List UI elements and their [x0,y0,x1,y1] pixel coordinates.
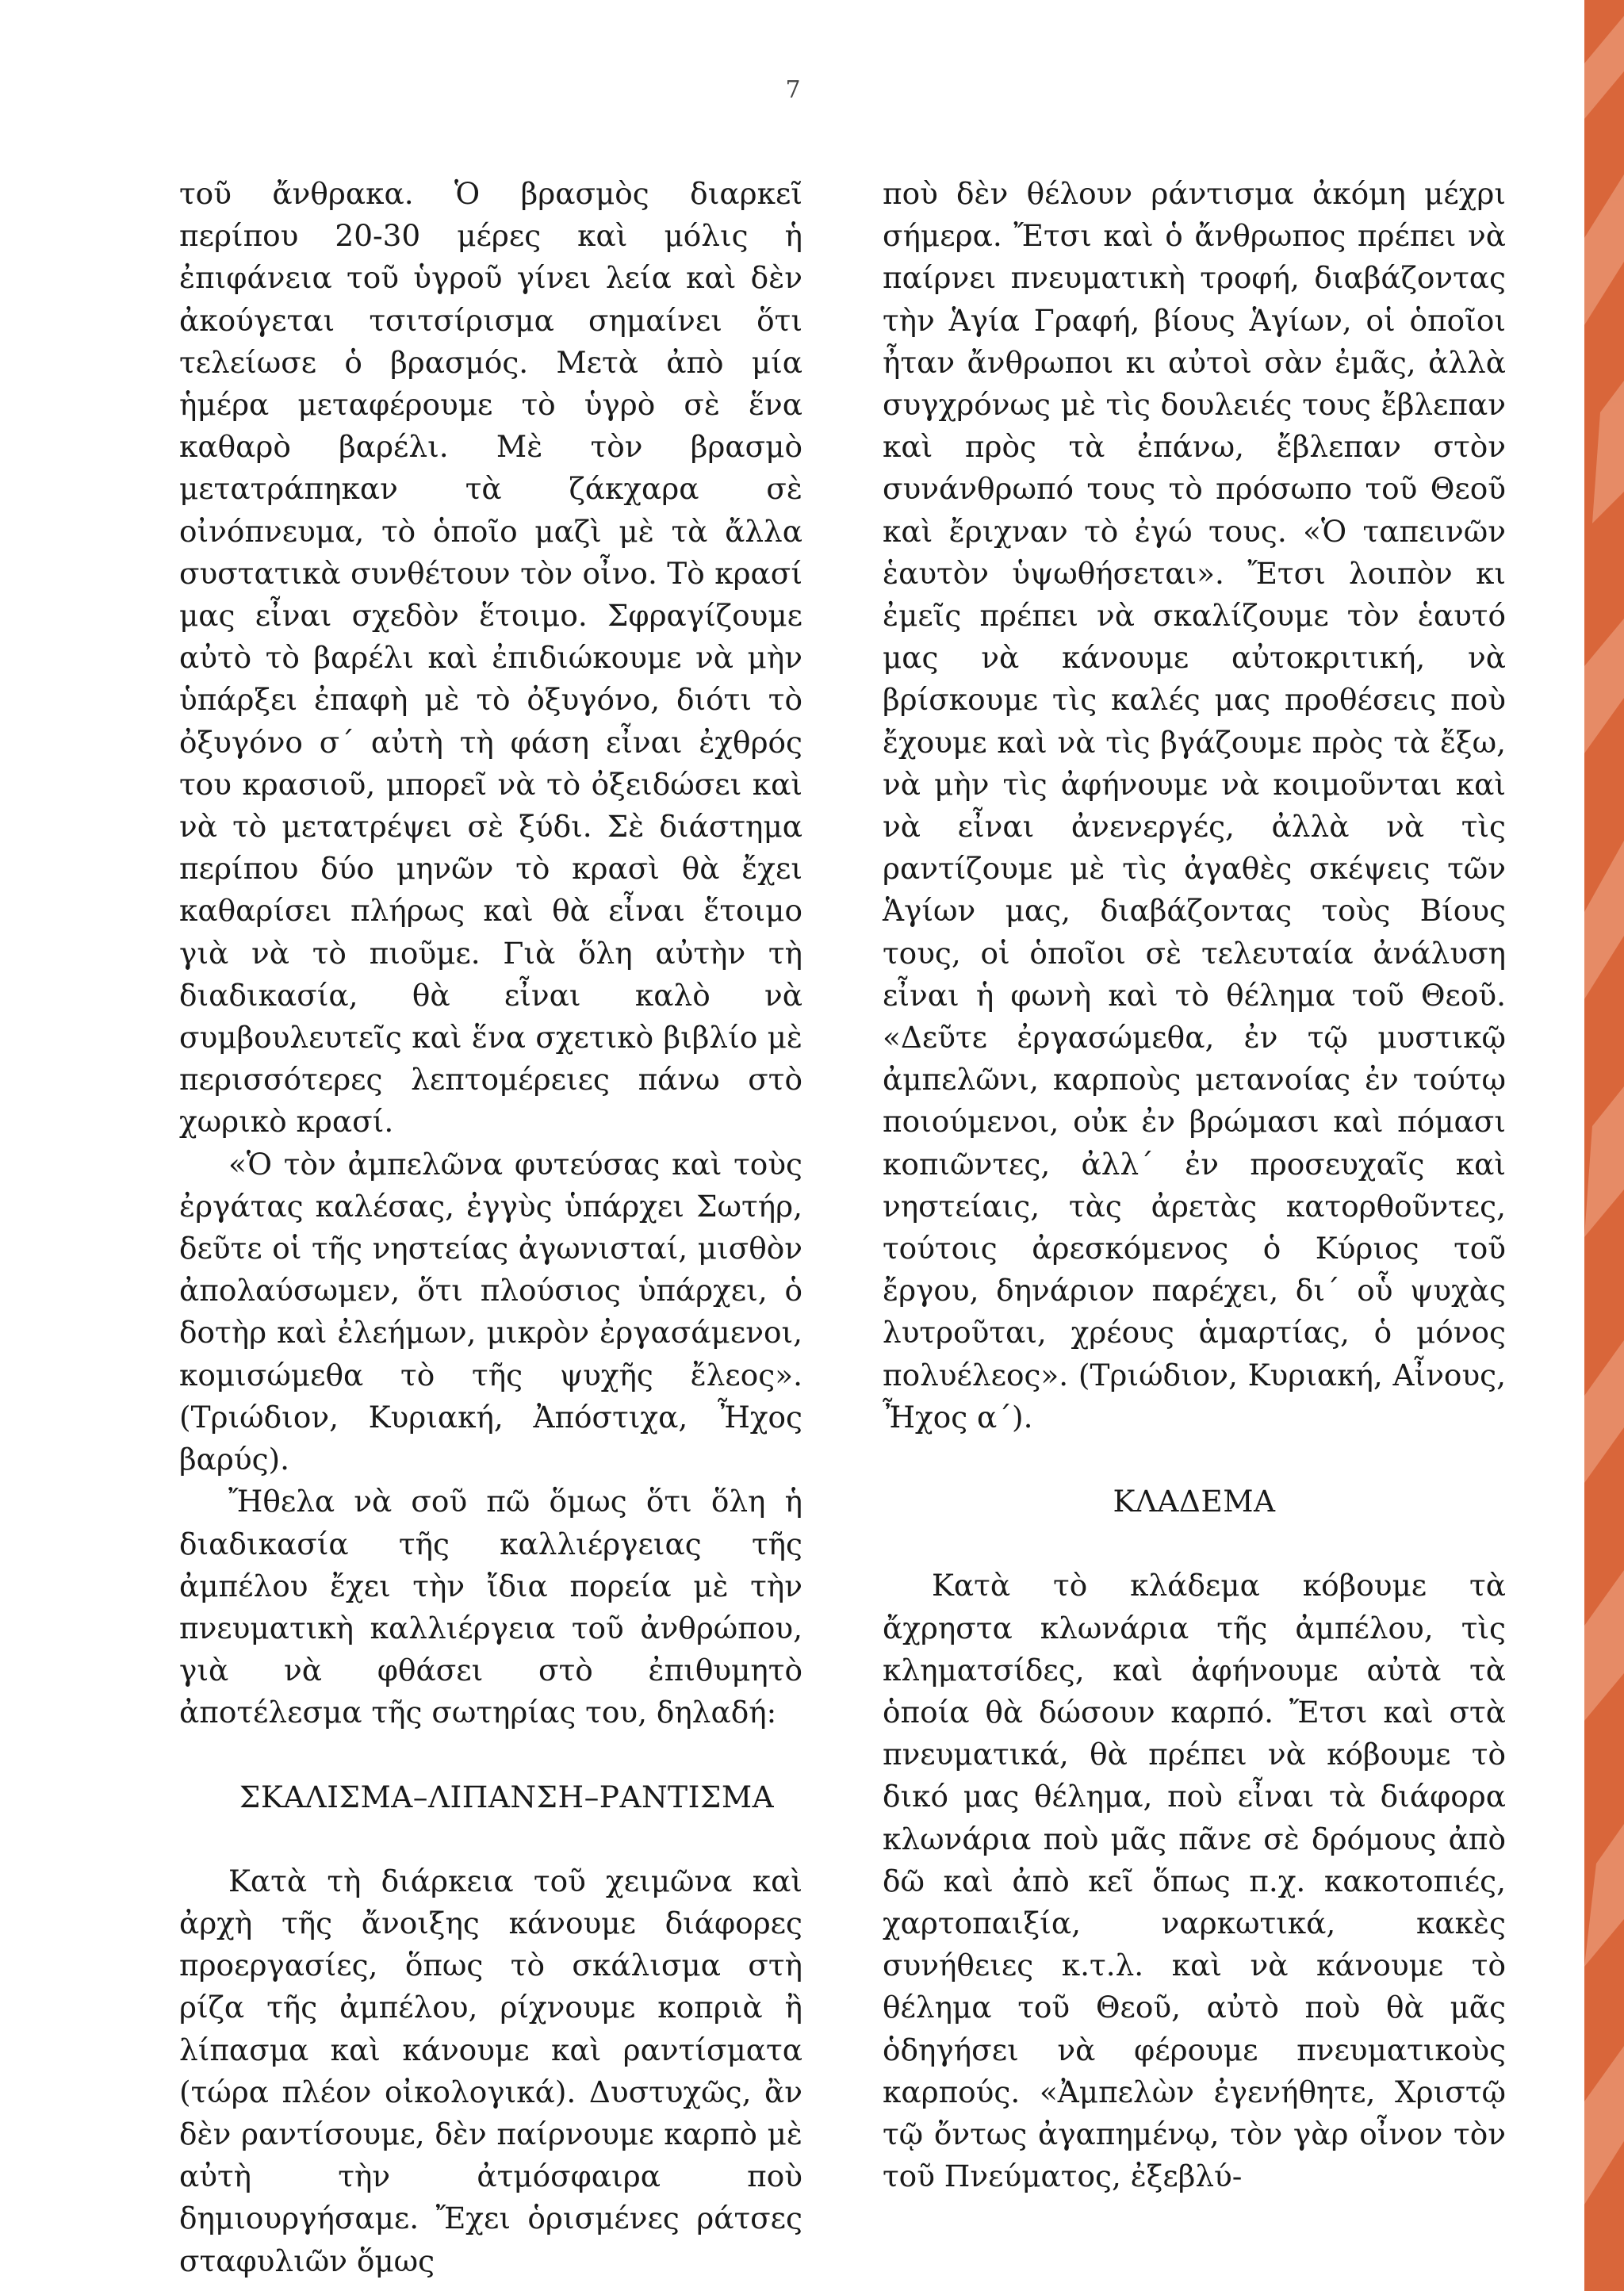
decorative-side-band [1584,0,1624,2291]
section-heading: ΣΚΑΛΙΣΜΑ–ΛΙΠΑΝΣΗ–ΡΑΝΤΙΣΜΑ [239,1779,775,1814]
section-heading: ΚΛΑΔΕΜΑ [1113,1484,1276,1519]
paragraph: Ἤθελα νὰ σοῦ πῶ ὅμως ὅτι ὅλη ἡ διαδικασία τῆς καλλιέργειας τῆς ἀμπέλου ἔχει τὴν ἴδια πορεία μὲ τὴν πνευματικὴ καλλιέργεια τοῦ ἀνθρώπου, γιὰ νὰ φθάσει στὸ ἐπιθυμητὸ ἀποτέλεσμα τῆς σωτηρίας του, δηλαδή: [179,1484,802,1730]
paragraph: «Ὁ τὸν ἀμπελῶνα φυτεύσας καὶ τοὺς ἐργάτας καλέσας, ἐγγὺς ὑπάρχει Σωτήρ, δεῦτε οἱ τῆς νηστείας ἀγωνισταί, μισθὸν ἀπολαύσωμεν, ὅτι πλούσιος ὑπάρχει, ὁ δοτὴρ καὶ ἐλεήμων, μικρὸν ἐργασάμενοι, κομισώμεθα τὸ τῆς ψυχῆς ἔλεος». (Τριώδιον, Κυριακή, Ἀπόστιχα, Ἦχος βαρύς). [179,1146,802,1477]
side-band-pattern [1584,0,1624,2291]
right-column [883,173,1506,2197]
paragraph: ποὺ δὲν θέλουν ράντισμα ἀκόμη μέχρι σήμερα. Ἔτσι καὶ ὁ ἄνθρωπος πρέπει νὰ παίρνει πνευματικὴ τροφή, διαβάζοντας τὴν Ἁγία Γραφή, βίους Ἁγίων, οἱ ὁποῖοι ἦταν ἄνθρωποι κι αὐτοὶ σὰν ἐμᾶς, ἀλλὰ συγχρόνως μὲ τὶς δουλειές τους ἔβλεπαν καὶ πρὸς τὰ ἐπάνω, ἔβλεπαν στὸν συνάνθρωπό τους τὸ πρόσωπο τοῦ Θεοῦ καὶ ἔριχναν τὸ ἐγώ τους. «Ὁ ταπεινῶν ἑαυτὸν ὑψωθήσεται». Ἔτσι λοιπὸν κι ἐμεῖς πρέπει νὰ σκαλίζουμε τὸν ἑαυτό μας νὰ κάνουμε αὐτοκριτική, νὰ βρίσκουμε τὶς καλές μας προθέσεις ποὺ ἔχουμε καὶ νὰ τὶς βγάζουμε πρὸς τὰ ἔξω, νὰ μὴν τὶς ἀφήνουμε νὰ κοιμοῦνται καὶ νὰ εἶναι ἀνενεργές, ἀλλὰ νὰ τὶς ραντίζουμε μὲ τὶς ἀγαθὲς σκέψεις τῶν Ἁγίων μας, διαβάζοντας τοὺς Βίους τους, οἱ ὁποῖοι σὲ τελευταία ἀνάλυση εἶναι ἡ φωνὴ καὶ τὸ θέλημα τοῦ Θεοῦ. «Δεῦτε ἐργασώμεθα, ἐν τῷ μυστικῷ ἀμπελῶνι, καρποὺς μετανοίας ἐν τούτῳ ποιούμενοι, οὐκ ἐν βρώμασι καὶ πόμασι κοπιῶντες, ἀλλ΄ ἐν προσευχαῖς καὶ νηστείαις, τὰς ἀρετὰς κατορθοῦντες, τούτοις ἀρεσκόμενος ὁ Κύριος τοῦ ἔργου, δηνάριον παρέχει, δι΄ οὗ ψυχὰς λυτροῦται, χρέους ἁμαρτίας, ὁ μόνος πολυέλεος». (Τριώδιον, Κυριακή, Αἶνους, Ἦχος α΄). [883,176,1506,1435]
left-column [179,173,802,2282]
page-number: 7 [785,76,801,104]
paragraph: τοῦ ἄνθρακα. Ὁ βρασμὸς διαρκεῖ περίπου 20-30 μέρες καὶ μόλις ἡ ἐπιφάνεια τοῦ ὑγροῦ γίνει λεία καὶ δὲν ἀκούγεται τσιτσίρισμα σημαίνει ὅτι τελείωσε ὁ βρασμός. Μετὰ ἀπὸ μία ἡμέρα μεταφέρουμε τὸ ὑγρὸ σὲ ἕνα καθαρὸ βαρέλι. Μὲ τὸν βρασμὸ μετατράπηκαν τὰ ζάκχαρα σὲ οἰνόπνευμα, τὸ ὁποῖο μαζὶ μὲ τὰ ἄλλα συστατικὰ συνθέτουν τὸν οἶνο. Τὸ κρασί μας εἶναι σχεδὸν ἕτοιμο. Σφραγίζουμε αὐτὸ τὸ βαρέλι καὶ ἐπιδιώκουμε νὰ μὴν ὑπάρξει ἐπαφὴ μὲ τὸ ὀξυγόνο, διότι τὸ ὀξυγόνο σ΄ αὐτὴ τὴ φάση εἶναι ἐχθρός του κρασιοῦ, μπορεῖ νὰ τὸ ὀξειδώσει καὶ νὰ τὸ μετατρέψει σὲ ξύδι. Σὲ διάστημα περίπου δύο μηνῶν τὸ κρασὶ θὰ ἔχει καθαρίσει πλήρως καὶ θὰ εἶναι ἕτοιμο γιὰ νὰ τὸ πιοῦμε. Γιὰ ὅλη αὐτὴν τὴ διαδικασία, θὰ εἶναι καλὸ νὰ συμβουλευτεῖς καὶ ἕνα σχετικὸ βιβλίο μὲ περισσότερες λεπτομέρειες πάνω στὸ χωρικὸ κρασί. [179,176,802,1140]
paragraph: Κατὰ τὴ διάρκεια τοῦ χειμῶνα καὶ ἀρχὴ τῆς ἄνοιξης κάνουμε διάφορες προεργασίες, ὅπως τὸ σκάλισμα στὴ ρίζα τῆς ἀμπέλου, ρίχνουμε κοπριὰ ἢ λίπασμα καὶ κάνουμε καὶ ραντίσματα (τώρα πλέον οἰκολογικά). Δυστυχῶς, ἂν δὲν ραντίσουμε, δὲν παίρνουμε καρπὸ μὲ αὐτὴ τὴν ἀτμόσφαιρα ποὺ δημιουργήσαμε. Ἔχει ὁρισμένες ράτσες σταφυλιῶν ὅμως [179,1863,802,2278]
paragraph: Κατὰ τὸ κλάδεμα κόβουμε τὰ ἄχρηστα κλωνάρια τῆς ἀμπέλου, τὶς κληματσίδες, καὶ ἀφήνουμε αὐτὰ τὰ ὁποία θὰ δώσουν καρπό. Ἔτσι καὶ στὰ πνευματικά, θὰ πρέπει νὰ κόβουμε τὸ δικό μας θέλημα, ποὺ εἶναι τὰ διάφορα κλωνάρια ποὺ μᾶς πᾶνε σὲ δρόμους ἀπὸ δῶ καὶ ἀπὸ κεῖ ὅπως π.χ. κακοτοπιές, χαρτοπαιξία, ναρκωτικά, κακὲς συνήθειες κ.τ.λ. καὶ νὰ κάνουμε τὸ θέλημα τοῦ Θεοῦ, αὐτὸ ποὺ θὰ μᾶς ὁδηγήσει νὰ φέρουμε πνευματικοὺς καρπούς. «Ἀμπελὼν ἐγενήθητε, Χριστῷ τῷ ὄντως ἀγαπημένῳ, τὸν γὰρ οἶνον τὸν τοῦ Πνεύματος, ἐξεβλύ- [883,1568,1506,2194]
